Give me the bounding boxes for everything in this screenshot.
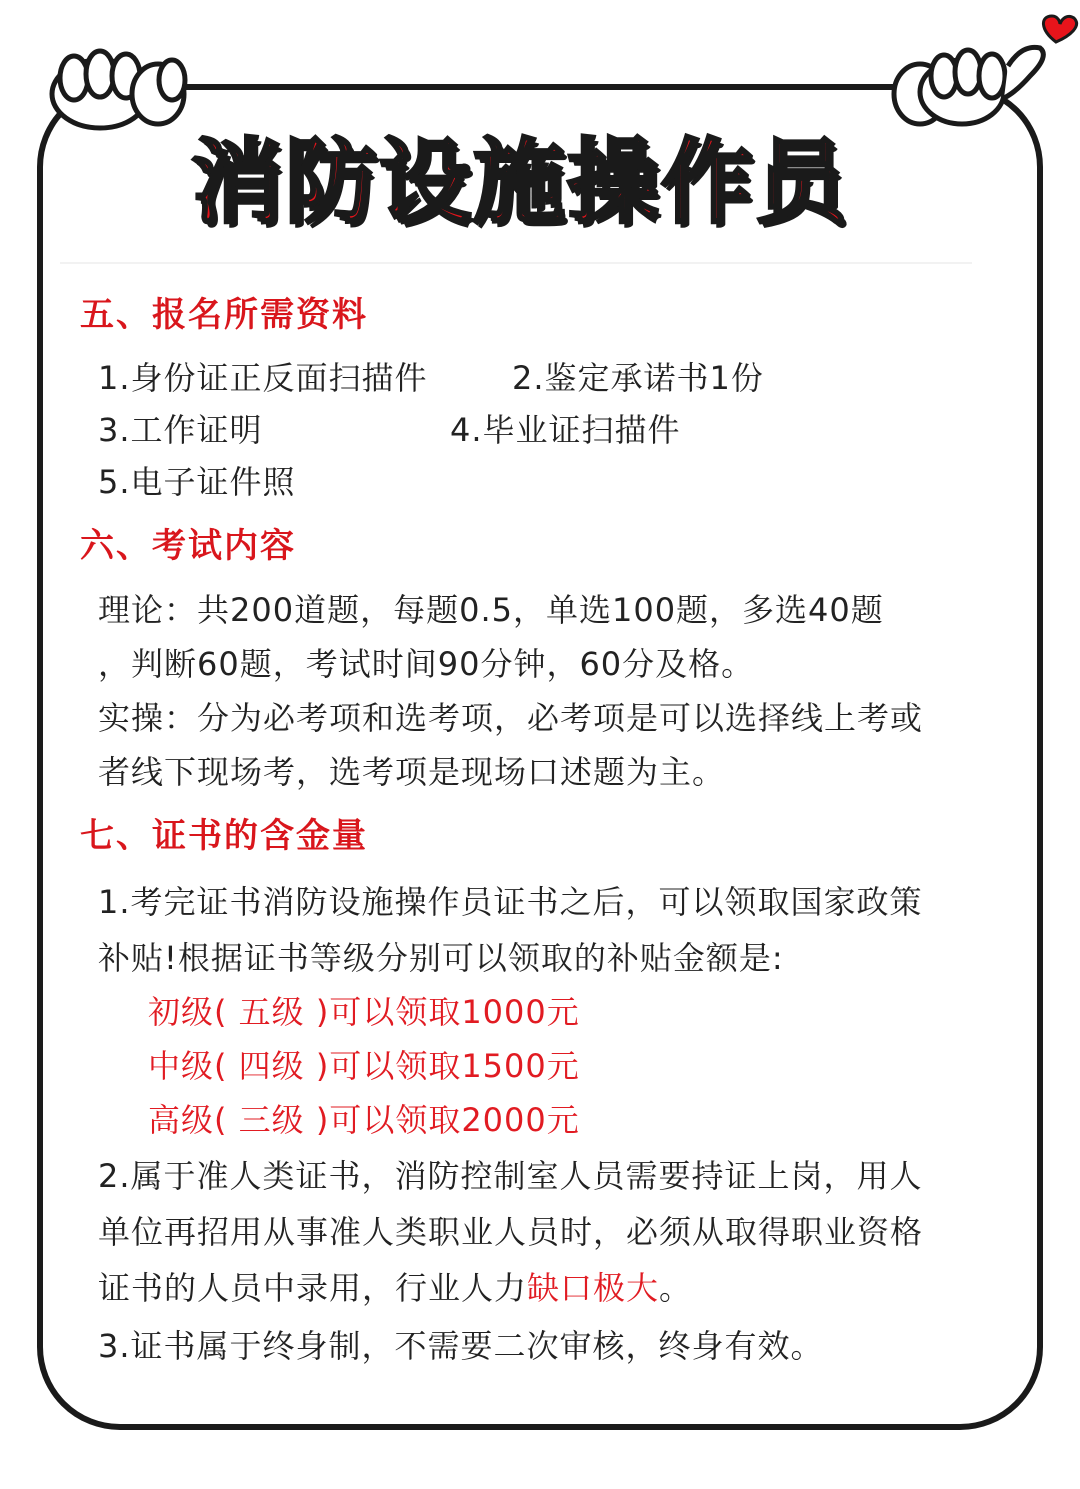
subsidy-primary: 初级( 五级 )可以领取1000元: [148, 993, 580, 1031]
section5-heading: 五、报名所需资料: [80, 295, 368, 335]
section7-p2-line-2: 单位再招用从事准人类职业人员时，必须从取得职业资格: [98, 1213, 924, 1251]
title-divider: [60, 262, 972, 264]
page-title: 消防设施操作员: [190, 129, 849, 236]
section7-p2-line-1: 2.属于准人类证书，消防控制室人员需要持证上岗，用人: [98, 1157, 923, 1195]
heart-icon: [1043, 16, 1076, 42]
section7-heading: 七、证书的含金量: [80, 816, 368, 856]
subsidy-advanced: 高级( 三级 )可以领取2000元: [148, 1101, 580, 1139]
section6-line-1: 理论：共200道题，每题0.5，单选100题，多选40题: [98, 591, 884, 629]
subsidy-intermediate: 中级( 四级 )可以领取1500元: [148, 1047, 580, 1085]
section5-item-2: 2.鉴定承诺书1份: [512, 359, 764, 397]
section5-item-4: 4.毕业证扫描件: [450, 411, 681, 449]
section7-p3: 3.证书属于终身制，不需要二次审核，终身有效。: [98, 1327, 824, 1365]
section7-p1-line-2: 补贴!根据证书等级分别可以领取的补贴金额是:: [98, 939, 784, 977]
section7-p2-line-3: [98, 1268, 692, 1308]
p2-last-prefix: 证书的人员中录用，行业人力: [98, 1269, 528, 1307]
shortage-highlight: 缺口极大: [527, 1269, 660, 1307]
left-hands-icon: [52, 51, 185, 128]
section6-line-4: 者线下现场考，选考项是现场口述题为主。: [98, 753, 726, 791]
section6-line-3: 实操：分为必考项和选考项，必考项是可以选择线上考或: [98, 699, 924, 737]
p2-last-suffix: 。: [659, 1269, 693, 1307]
section5-item-3: 3.工作证明: [98, 411, 263, 449]
section6-line-2: ，判断60题，考试时间90分钟，60分及格。: [98, 645, 755, 683]
section5-item-1: 1.身份证正反面扫描件: [98, 359, 428, 397]
section5-item-5: 5.电子证件照: [98, 463, 296, 501]
section7-p1-line-1: 1.考完证书消防设施操作员证书之后，可以领取国家政策: [98, 883, 923, 921]
section6-heading: 六、考试内容: [80, 526, 296, 566]
